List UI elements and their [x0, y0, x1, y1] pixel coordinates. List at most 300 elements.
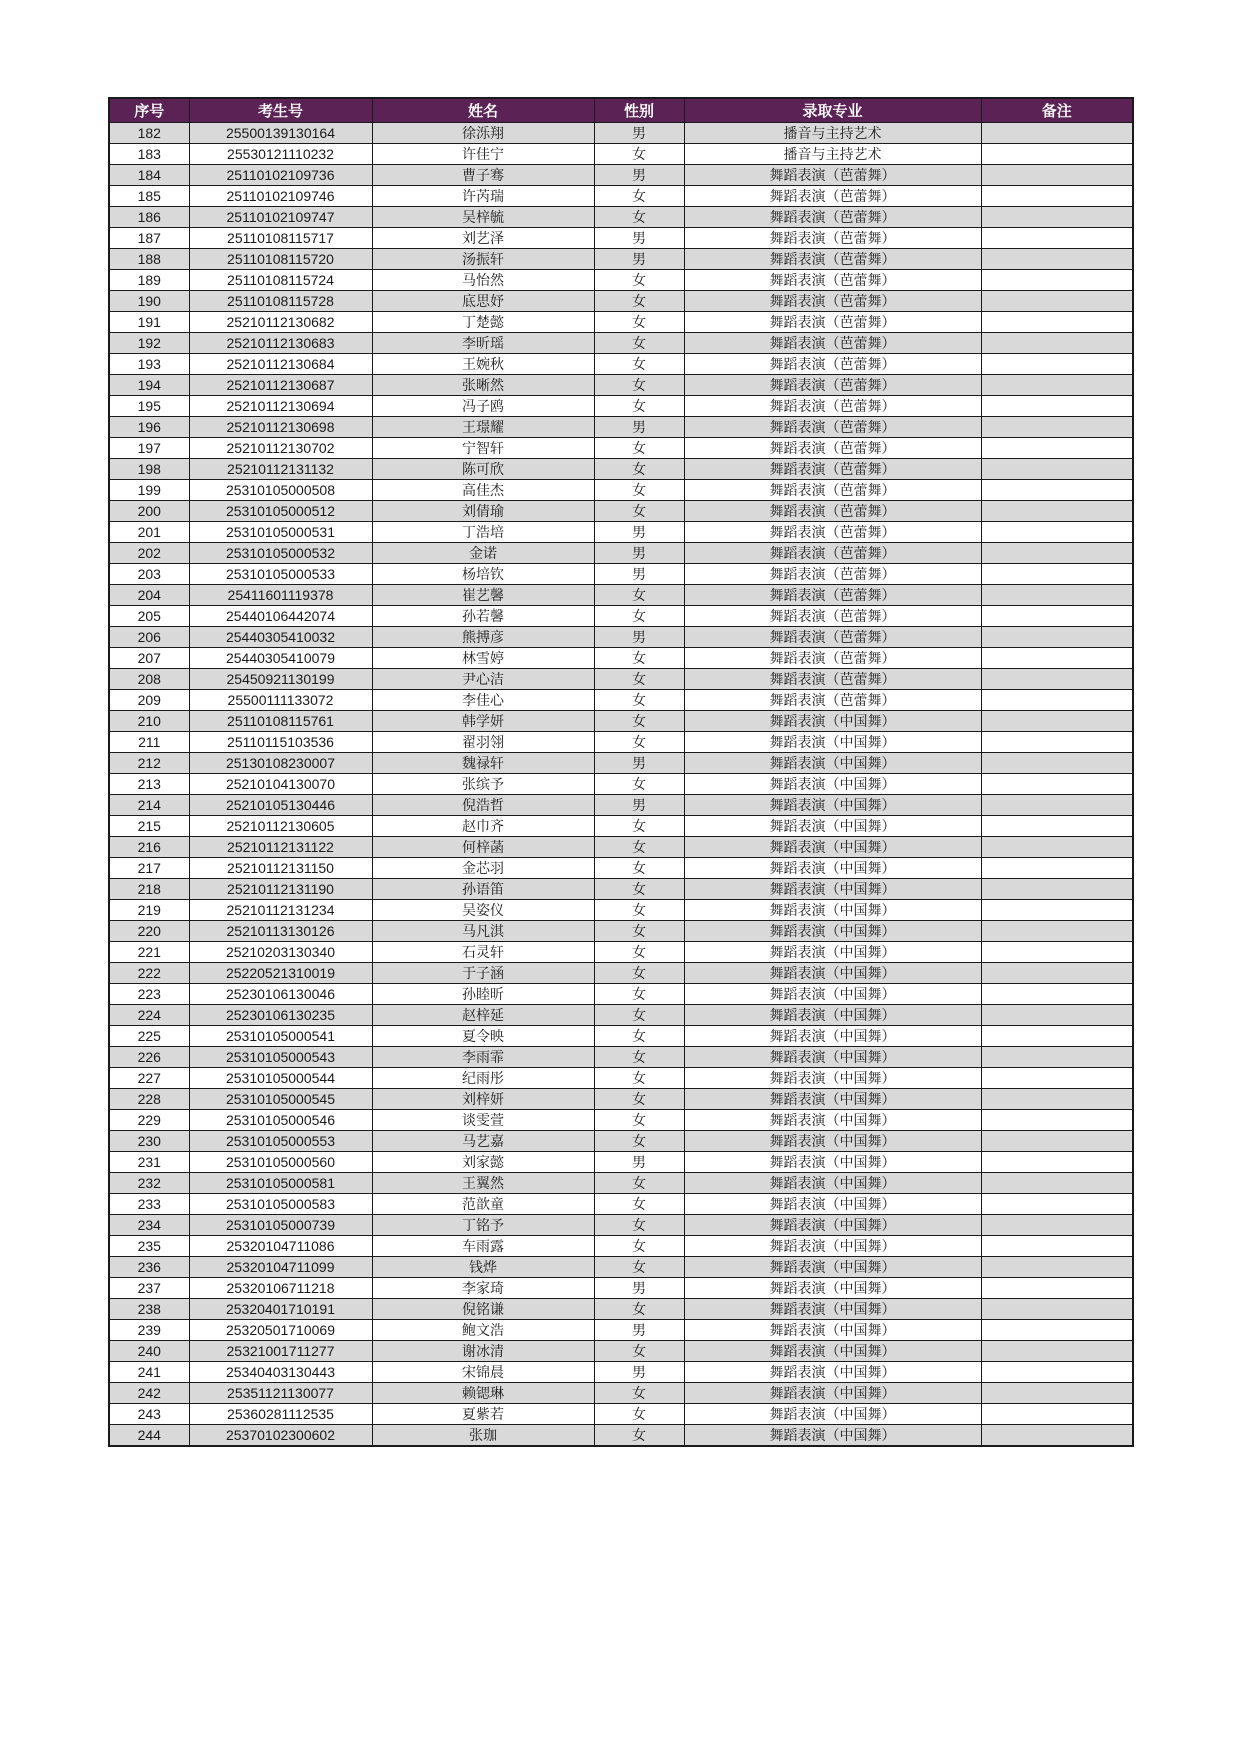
cell-admitted-major: 舞蹈表演（芭蕾舞）	[684, 333, 981, 354]
cell-seq: 226	[109, 1047, 189, 1068]
cell-remark	[981, 1383, 1133, 1404]
cell-candidate-id: 25450921130199	[189, 669, 372, 690]
cell-admitted-major: 播音与主持艺术	[684, 123, 981, 144]
cell-remark	[981, 711, 1133, 732]
cell-remark	[981, 522, 1133, 543]
cell-admitted-major: 舞蹈表演（芭蕾舞）	[684, 459, 981, 480]
cell-candidate-id: 25210104130070	[189, 774, 372, 795]
cell-candidate-id: 25130108230007	[189, 753, 372, 774]
table-row	[109, 1152, 1133, 1173]
cell-seq: 227	[109, 1068, 189, 1089]
cell-candidate-id: 25310105000739	[189, 1215, 372, 1236]
table-row	[109, 144, 1133, 165]
table-row	[109, 774, 1133, 795]
cell-name: 王翼然	[372, 1173, 594, 1194]
cell-name: 汤振轩	[372, 249, 594, 270]
cell-seq: 192	[109, 333, 189, 354]
cell-candidate-id: 25500139130164	[189, 123, 372, 144]
cell-seq: 201	[109, 522, 189, 543]
cell-name: 孙睦昕	[372, 984, 594, 1005]
cell-remark	[981, 858, 1133, 879]
cell-name: 底思妤	[372, 291, 594, 312]
cell-candidate-id: 25320501710069	[189, 1320, 372, 1341]
cell-remark	[981, 1278, 1133, 1299]
cell-candidate-id: 25320104711099	[189, 1257, 372, 1278]
cell-remark	[981, 207, 1133, 228]
cell-name: 何梓菡	[372, 837, 594, 858]
cell-remark	[981, 165, 1133, 186]
cell-seq: 220	[109, 921, 189, 942]
cell-candidate-id: 25210112131122	[189, 837, 372, 858]
table-row	[109, 900, 1133, 921]
table-row	[109, 627, 1133, 648]
cell-admitted-major: 舞蹈表演（芭蕾舞）	[684, 207, 981, 228]
cell-name: 陈可欣	[372, 459, 594, 480]
table-row	[109, 522, 1133, 543]
cell-gender: 女	[594, 1383, 684, 1404]
cell-seq: 200	[109, 501, 189, 522]
table-row	[109, 291, 1133, 312]
cell-seq: 229	[109, 1110, 189, 1131]
cell-seq: 186	[109, 207, 189, 228]
cell-gender: 女	[594, 858, 684, 879]
cell-gender: 女	[594, 291, 684, 312]
cell-gender: 女	[594, 1173, 684, 1194]
table-row	[109, 984, 1133, 1005]
cell-gender: 女	[594, 837, 684, 858]
cell-name: 张珈	[372, 1425, 594, 1447]
cell-seq: 241	[109, 1362, 189, 1383]
cell-name: 宋锦晨	[372, 1362, 594, 1383]
table-row	[109, 942, 1133, 963]
cell-name: 李雨霏	[372, 1047, 594, 1068]
cell-admitted-major: 舞蹈表演（中国舞）	[684, 711, 981, 732]
cell-remark	[981, 1047, 1133, 1068]
cell-admitted-major: 舞蹈表演（芭蕾舞）	[684, 501, 981, 522]
cell-seq: 187	[109, 228, 189, 249]
cell-admitted-major: 舞蹈表演（芭蕾舞）	[684, 165, 981, 186]
cell-seq: 190	[109, 291, 189, 312]
cell-name: 刘家懿	[372, 1152, 594, 1173]
table-row	[109, 501, 1133, 522]
cell-admitted-major: 舞蹈表演（芭蕾舞）	[684, 627, 981, 648]
table-row	[109, 333, 1133, 354]
table-header-row	[109, 98, 1133, 123]
cell-name: 王璟耀	[372, 417, 594, 438]
cell-seq: 216	[109, 837, 189, 858]
cell-gender: 女	[594, 648, 684, 669]
cell-name: 李家琦	[372, 1278, 594, 1299]
cell-name: 崔艺馨	[372, 585, 594, 606]
cell-seq: 209	[109, 690, 189, 711]
cell-gender: 女	[594, 1047, 684, 1068]
cell-gender: 男	[594, 1362, 684, 1383]
cell-seq: 235	[109, 1236, 189, 1257]
cell-seq: 182	[109, 123, 189, 144]
cell-candidate-id: 25310105000545	[189, 1089, 372, 1110]
cell-gender: 女	[594, 459, 684, 480]
cell-seq: 238	[109, 1299, 189, 1320]
cell-gender: 女	[594, 396, 684, 417]
cell-gender: 男	[594, 753, 684, 774]
cell-seq: 205	[109, 606, 189, 627]
cell-seq: 236	[109, 1257, 189, 1278]
cell-seq: 228	[109, 1089, 189, 1110]
cell-candidate-id: 25320106711218	[189, 1278, 372, 1299]
cell-gender: 女	[594, 606, 684, 627]
cell-admitted-major: 舞蹈表演（中国舞）	[684, 1131, 981, 1152]
cell-candidate-id: 25210105130446	[189, 795, 372, 816]
cell-admitted-major: 舞蹈表演（中国舞）	[684, 879, 981, 900]
cell-admitted-major: 舞蹈表演（中国舞）	[684, 816, 981, 837]
cell-admitted-major: 舞蹈表演（中国舞）	[684, 774, 981, 795]
table-row	[109, 1278, 1133, 1299]
cell-name: 吴梓毓	[372, 207, 594, 228]
cell-remark	[981, 1425, 1133, 1447]
cell-admitted-major: 舞蹈表演（中国舞）	[684, 1026, 981, 1047]
cell-admitted-major: 舞蹈表演（中国舞）	[684, 1257, 981, 1278]
cell-seq: 240	[109, 1341, 189, 1362]
cell-remark	[981, 1341, 1133, 1362]
cell-remark	[981, 186, 1133, 207]
table-row	[109, 879, 1133, 900]
cell-gender: 男	[594, 249, 684, 270]
cell-seq: 233	[109, 1194, 189, 1215]
cell-gender: 男	[594, 417, 684, 438]
table-row	[109, 1005, 1133, 1026]
cell-seq: 196	[109, 417, 189, 438]
cell-seq: 185	[109, 186, 189, 207]
cell-gender: 男	[594, 1152, 684, 1173]
table-row	[109, 354, 1133, 375]
cell-gender: 女	[594, 1215, 684, 1236]
cell-name: 曹子骞	[372, 165, 594, 186]
cell-admitted-major: 舞蹈表演（中国舞）	[684, 753, 981, 774]
cell-admitted-major: 舞蹈表演（芭蕾舞）	[684, 480, 981, 501]
table-row	[109, 963, 1133, 984]
cell-gender: 女	[594, 774, 684, 795]
cell-admitted-major: 舞蹈表演（中国舞）	[684, 1194, 981, 1215]
cell-seq: 193	[109, 354, 189, 375]
cell-name: 徐泺翔	[372, 123, 594, 144]
cell-name: 魏禄轩	[372, 753, 594, 774]
cell-seq: 191	[109, 312, 189, 333]
cell-candidate-id: 25310105000541	[189, 1026, 372, 1047]
cell-candidate-id: 25210112130702	[189, 438, 372, 459]
cell-seq: 202	[109, 543, 189, 564]
table-row	[109, 753, 1133, 774]
cell-name: 金诺	[372, 543, 594, 564]
cell-name: 林雪婷	[372, 648, 594, 669]
cell-remark	[981, 396, 1133, 417]
cell-candidate-id: 25210112130698	[189, 417, 372, 438]
cell-remark	[981, 270, 1133, 291]
cell-seq: 219	[109, 900, 189, 921]
cell-candidate-id: 25110102109746	[189, 186, 372, 207]
cell-seq: 194	[109, 375, 189, 396]
admission-table	[108, 97, 1134, 1447]
cell-candidate-id: 25210112130684	[189, 354, 372, 375]
cell-candidate-id: 25360281112535	[189, 1404, 372, 1425]
admission-list-page	[108, 97, 1134, 1447]
cell-remark	[981, 501, 1133, 522]
cell-seq: 184	[109, 165, 189, 186]
cell-admitted-major: 舞蹈表演（中国舞）	[684, 1383, 981, 1404]
cell-name: 石灵轩	[372, 942, 594, 963]
cell-remark	[981, 774, 1133, 795]
table-row	[109, 1236, 1133, 1257]
cell-name: 车雨露	[372, 1236, 594, 1257]
cell-name: 孙语笛	[372, 879, 594, 900]
cell-admitted-major: 舞蹈表演（芭蕾舞）	[684, 585, 981, 606]
table-row	[109, 396, 1133, 417]
cell-admitted-major: 舞蹈表演（芭蕾舞）	[684, 648, 981, 669]
cell-remark	[981, 417, 1133, 438]
cell-gender: 女	[594, 1341, 684, 1362]
cell-gender: 女	[594, 1194, 684, 1215]
cell-remark	[981, 753, 1133, 774]
cell-remark	[981, 144, 1133, 165]
cell-remark	[981, 816, 1133, 837]
table-row	[109, 270, 1133, 291]
cell-admitted-major: 舞蹈表演（中国舞）	[684, 963, 981, 984]
cell-candidate-id: 25310105000508	[189, 480, 372, 501]
cell-candidate-id: 25210203130340	[189, 942, 372, 963]
cell-candidate-id: 25110115103536	[189, 732, 372, 753]
cell-remark	[981, 1131, 1133, 1152]
cell-remark	[981, 1236, 1133, 1257]
cell-remark	[981, 1257, 1133, 1278]
cell-seq: 214	[109, 795, 189, 816]
table-row	[109, 795, 1133, 816]
cell-admitted-major: 舞蹈表演（中国舞）	[684, 1215, 981, 1236]
cell-gender: 女	[594, 1068, 684, 1089]
cell-name: 高佳杰	[372, 480, 594, 501]
table-row	[109, 648, 1133, 669]
cell-gender: 女	[594, 186, 684, 207]
table-row	[109, 186, 1133, 207]
cell-candidate-id: 25110102109747	[189, 207, 372, 228]
cell-seq: 188	[109, 249, 189, 270]
cell-gender: 男	[594, 543, 684, 564]
cell-name: 赵梓延	[372, 1005, 594, 1026]
cell-candidate-id: 25230106130235	[189, 1005, 372, 1026]
cell-admitted-major: 舞蹈表演（芭蕾舞）	[684, 606, 981, 627]
cell-admitted-major: 舞蹈表演（芭蕾舞）	[684, 228, 981, 249]
cell-candidate-id: 25210112130687	[189, 375, 372, 396]
cell-name: 许芮瑞	[372, 186, 594, 207]
table-row	[109, 837, 1133, 858]
cell-admitted-major: 舞蹈表演（芭蕾舞）	[684, 249, 981, 270]
table-row	[109, 564, 1133, 585]
table-row	[109, 732, 1133, 753]
column-header-admitted-major: 录取专业	[684, 98, 981, 123]
cell-remark	[981, 732, 1133, 753]
cell-gender: 女	[594, 354, 684, 375]
table-row	[109, 690, 1133, 711]
cell-seq: 234	[109, 1215, 189, 1236]
table-row	[109, 1425, 1133, 1447]
cell-remark	[981, 1005, 1133, 1026]
cell-name: 马凡淇	[372, 921, 594, 942]
cell-remark	[981, 354, 1133, 375]
cell-candidate-id: 25340403130443	[189, 1362, 372, 1383]
table-row	[109, 1131, 1133, 1152]
cell-remark	[981, 249, 1133, 270]
cell-remark	[981, 1299, 1133, 1320]
cell-name: 谢冰清	[372, 1341, 594, 1362]
table-row	[109, 207, 1133, 228]
cell-remark	[981, 228, 1133, 249]
cell-remark	[981, 795, 1133, 816]
cell-name: 宁智轩	[372, 438, 594, 459]
cell-seq: 243	[109, 1404, 189, 1425]
cell-gender: 女	[594, 480, 684, 501]
cell-candidate-id: 25230106130046	[189, 984, 372, 1005]
cell-admitted-major: 舞蹈表演（芭蕾舞）	[684, 522, 981, 543]
cell-remark	[981, 921, 1133, 942]
cell-seq: 198	[109, 459, 189, 480]
cell-seq: 217	[109, 858, 189, 879]
cell-admitted-major: 舞蹈表演（中国舞）	[684, 837, 981, 858]
cell-name: 谈雯萱	[372, 1110, 594, 1131]
cell-seq: 237	[109, 1278, 189, 1299]
cell-name: 张缤予	[372, 774, 594, 795]
cell-remark	[981, 1194, 1133, 1215]
table-row	[109, 1215, 1133, 1236]
cell-name: 丁楚懿	[372, 312, 594, 333]
cell-gender: 女	[594, 711, 684, 732]
cell-admitted-major: 舞蹈表演（芭蕾舞）	[684, 690, 981, 711]
cell-remark	[981, 837, 1133, 858]
cell-remark	[981, 900, 1133, 921]
cell-admitted-major: 舞蹈表演（中国舞）	[684, 1278, 981, 1299]
cell-candidate-id: 25210112130683	[189, 333, 372, 354]
cell-admitted-major: 舞蹈表演（中国舞）	[684, 732, 981, 753]
cell-seq: 244	[109, 1425, 189, 1447]
cell-admitted-major: 舞蹈表演（芭蕾舞）	[684, 669, 981, 690]
cell-gender: 男	[594, 228, 684, 249]
table-row	[109, 1047, 1133, 1068]
cell-candidate-id: 25110108115724	[189, 270, 372, 291]
cell-name: 鲍文浩	[372, 1320, 594, 1341]
cell-admitted-major: 舞蹈表演（中国舞）	[684, 1341, 981, 1362]
table-row	[109, 1026, 1133, 1047]
cell-candidate-id: 25210112131190	[189, 879, 372, 900]
table-row	[109, 1194, 1133, 1215]
cell-remark	[981, 963, 1133, 984]
cell-name: 马艺嘉	[372, 1131, 594, 1152]
cell-gender: 女	[594, 1005, 684, 1026]
cell-remark	[981, 1026, 1133, 1047]
cell-name: 李昕瑶	[372, 333, 594, 354]
cell-candidate-id: 25530121110232	[189, 144, 372, 165]
cell-name: 倪浩哲	[372, 795, 594, 816]
table-row	[109, 816, 1133, 837]
cell-candidate-id: 25110108115728	[189, 291, 372, 312]
cell-gender: 女	[594, 942, 684, 963]
cell-candidate-id: 25310105000546	[189, 1110, 372, 1131]
cell-candidate-id: 25310105000544	[189, 1068, 372, 1089]
cell-admitted-major: 舞蹈表演（中国舞）	[684, 795, 981, 816]
table-row	[109, 1110, 1133, 1131]
cell-name: 金芯羽	[372, 858, 594, 879]
cell-remark	[981, 1404, 1133, 1425]
table-row	[109, 459, 1133, 480]
cell-candidate-id: 25370102300602	[189, 1425, 372, 1447]
cell-remark	[981, 984, 1133, 1005]
cell-gender: 女	[594, 963, 684, 984]
column-header-candidate-id: 考生号	[189, 98, 372, 123]
cell-remark	[981, 564, 1133, 585]
cell-gender: 女	[594, 438, 684, 459]
table-row	[109, 858, 1133, 879]
cell-seq: 206	[109, 627, 189, 648]
cell-candidate-id: 25210112131234	[189, 900, 372, 921]
cell-gender: 女	[594, 732, 684, 753]
cell-seq: 231	[109, 1152, 189, 1173]
table-row	[109, 669, 1133, 690]
cell-name: 丁铭予	[372, 1215, 594, 1236]
cell-name: 翟羽翎	[372, 732, 594, 753]
cell-seq: 195	[109, 396, 189, 417]
cell-remark	[981, 690, 1133, 711]
cell-admitted-major: 舞蹈表演（芭蕾舞）	[684, 312, 981, 333]
cell-name: 夏紫若	[372, 1404, 594, 1425]
cell-remark	[981, 480, 1133, 501]
cell-name: 张晰然	[372, 375, 594, 396]
cell-seq: 203	[109, 564, 189, 585]
cell-name: 丁浩培	[372, 522, 594, 543]
cell-gender: 男	[594, 795, 684, 816]
cell-gender: 女	[594, 375, 684, 396]
cell-gender: 女	[594, 1404, 684, 1425]
cell-name: 韩学妍	[372, 711, 594, 732]
cell-gender: 男	[594, 627, 684, 648]
cell-candidate-id: 25500111133072	[189, 690, 372, 711]
table-row	[109, 1404, 1133, 1425]
cell-gender: 男	[594, 522, 684, 543]
cell-name: 倪铭谦	[372, 1299, 594, 1320]
cell-candidate-id: 25210112130682	[189, 312, 372, 333]
cell-candidate-id: 25110108115761	[189, 711, 372, 732]
cell-admitted-major: 舞蹈表演（中国舞）	[684, 1068, 981, 1089]
cell-remark	[981, 606, 1133, 627]
table-row	[109, 417, 1133, 438]
cell-name: 冯子鸥	[372, 396, 594, 417]
cell-seq: 221	[109, 942, 189, 963]
cell-seq: 218	[109, 879, 189, 900]
table-row	[109, 1320, 1133, 1341]
cell-admitted-major: 播音与主持艺术	[684, 144, 981, 165]
cell-candidate-id: 25220521310019	[189, 963, 372, 984]
cell-gender: 女	[594, 501, 684, 522]
cell-name: 马怡然	[372, 270, 594, 291]
cell-seq: 224	[109, 1005, 189, 1026]
column-header-gender: 性别	[594, 98, 684, 123]
cell-name: 王婉秋	[372, 354, 594, 375]
cell-candidate-id: 25310105000512	[189, 501, 372, 522]
column-header-name: 姓名	[372, 98, 594, 123]
column-header-seq: 序号	[109, 98, 189, 123]
cell-candidate-id: 25320104711086	[189, 1236, 372, 1257]
table-row	[109, 1173, 1133, 1194]
cell-seq: 199	[109, 480, 189, 501]
cell-seq: 242	[109, 1383, 189, 1404]
cell-gender: 女	[594, 312, 684, 333]
cell-remark	[981, 1215, 1133, 1236]
cell-remark	[981, 879, 1133, 900]
